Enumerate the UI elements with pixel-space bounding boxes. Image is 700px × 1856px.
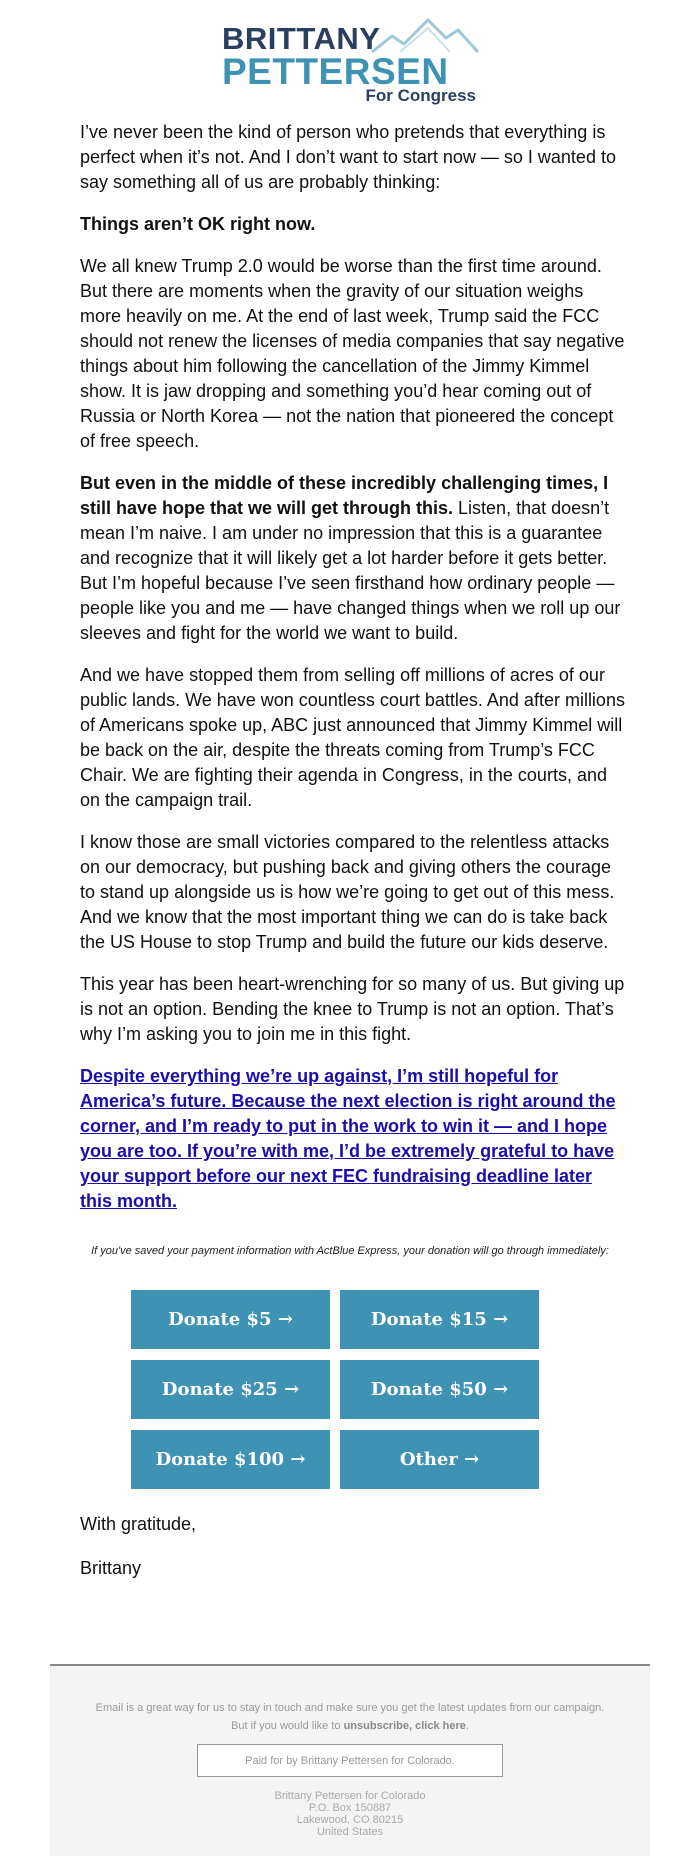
footer-line-2 bbox=[50, 1717, 650, 1735]
donate-15-button[interactable]: Donate $15 → bbox=[340, 1290, 539, 1349]
address-line-3: Lakewood, CO 80215 bbox=[296, 1814, 404, 1826]
paragraph-democracy: I know those are small victories compared to the relentless attacks on our democracy, but pushing back and giving others the courage to stand up alongside us is how we’re going to get out of this mess. And we know that the most important thing we can do is take back the US House to stop Trump and build the future our kids deserve. bbox=[80, 832, 615, 952]
footer-line-1: Email is a great way for us to stay in touch and make sure you get the latest updates from our campaign. bbox=[95, 1702, 605, 1714]
mailing-address bbox=[50, 1790, 650, 1838]
logo-last-name: PETTERSEN bbox=[222, 51, 449, 92]
donate-5-button[interactable]: Donate $5 → bbox=[131, 1290, 330, 1349]
closing-text: With gratitude, bbox=[80, 1514, 197, 1534]
footer-line-2-prefix: But if you would like to bbox=[231, 1720, 344, 1732]
donate-25-button[interactable]: Donate $25 → bbox=[131, 1360, 330, 1419]
donate-100-button[interactable]: Donate $100 → bbox=[131, 1430, 330, 1489]
mountain-peaks-icon bbox=[370, 18, 480, 54]
hope-rest-text: Listen, that doesn’t mean I’m naive. I am under no impression that this is a guarantee and recognize that it will likely get a lot harder before it gets better. But I’m hopeful because I’ve seen firsthand how ordinary people — people like you and me — have changed things when we roll up our sleeves and fight for the world we want to build. bbox=[80, 498, 621, 643]
address-line-4: United States bbox=[316, 1826, 384, 1838]
hope-bold-text: But even in the middle of these incredibly challenging times, I still have hope that we will get through this. bbox=[80, 473, 609, 518]
donate-cta-link[interactable]: Despite everything we’re up against, I’m still hopeful for America’s future. Because the next election is right around the corner, and I’m ready to put in the work to win it — and I hope you are too. If you’re with me, I’d be extremely grateful to have your support before our next FEC fundraising deadline later this month. bbox=[80, 1066, 616, 1211]
paragraph-cta bbox=[80, 1064, 625, 1214]
email-footer bbox=[50, 1664, 650, 1856]
logo-first-name: BRITTANY bbox=[222, 21, 381, 56]
campaign-logo[interactable] bbox=[222, 18, 482, 104]
donate-other-button[interactable]: Other → bbox=[340, 1430, 539, 1489]
signature-text: Brittany bbox=[80, 1558, 142, 1578]
footer-message bbox=[50, 1699, 650, 1735]
paragraph-hope bbox=[80, 471, 625, 646]
paragraph-trump: We all knew Trump 2.0 would be worse than the first time around. But there are moments when the gravity of our situation weighs more heavily on me. At the end of last week, Trump said the FCC should not renew the licenses of media companies that say negative things about him following the cancellation of the Jimmy Kimmel show. It is jaw dropping and something you’d hear coming out of Russia or North Korea — not the nation that pioneered the concept of free speech. bbox=[80, 256, 625, 451]
actblue-express-note: If you've saved your payment information with ActBlue Express, your donation will go through immediately: bbox=[91, 1245, 609, 1257]
paid-for-disclaimer: Paid for by Brittany Pettersen for Colorado. bbox=[197, 1744, 503, 1777]
footer-line-2-suffix: . bbox=[465, 1720, 469, 1732]
paragraph-victories: And we have stopped them from selling off millions of acres of our public lands. We have won countless court battles. And after millions of Americans spoke up, ABC just announced that Jimmy Kimmel will be back on the air, despite the threats coming from Trump’s FCC Chair. We are fighting their agenda in Congress, in the courts, and on the campaign trail. bbox=[80, 665, 625, 810]
donate-50-button[interactable]: Donate $50 → bbox=[340, 1360, 539, 1419]
letter-body bbox=[80, 120, 625, 1231]
unsubscribe-link[interactable]: unsubscribe, click here bbox=[343, 1720, 466, 1732]
paragraph-join: This year has been heart-wrenching for so many of us. But giving up is not an option. Bending the knee to Trump is not an option. That’s why I’m asking you to join me in this fight. bbox=[80, 974, 625, 1044]
paragraph-intro: I’ve never been the kind of person who pretends that everything is perfect when it’s not. And I don’t want to start now — so I wanted to say something all of us are probably thinking: bbox=[80, 122, 616, 192]
address-line-2: P.O. Box 150887 bbox=[308, 1802, 392, 1814]
logo-tagline: For Congress bbox=[365, 86, 476, 105]
paragraph-headline: Things aren’t OK right now. bbox=[80, 214, 316, 234]
address-line-1: Brittany Pettersen for Colorado bbox=[274, 1790, 426, 1802]
